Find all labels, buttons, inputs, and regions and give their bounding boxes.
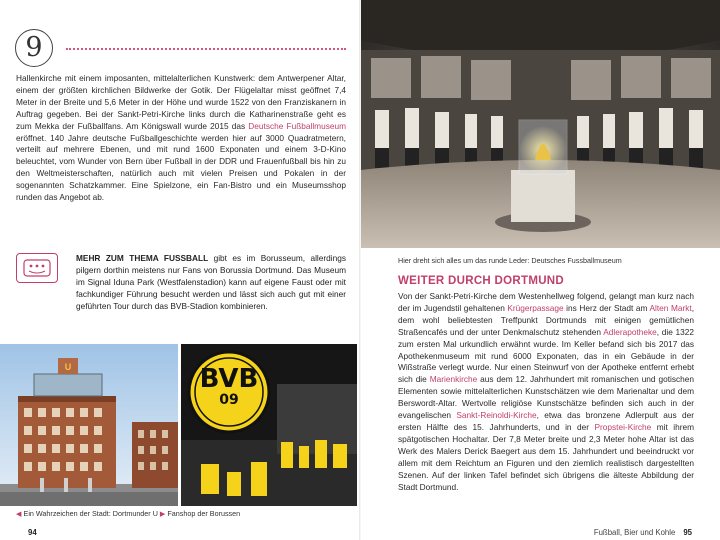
caption-right-arrow-icon: ▶ (159, 509, 166, 518)
fanshop-photo (181, 344, 357, 506)
section-body (398, 291, 694, 493)
page-number-right: 95 (683, 528, 692, 537)
highlight-term: Sankt-Reinoldi-Kirche (456, 410, 537, 421)
highlight-term: Deutsche Fußballmuseum (248, 120, 346, 131)
highlight-term: Adlerapotheke (603, 326, 657, 337)
bvb-logo-year: 09 (219, 392, 239, 408)
highlight-term: Marienkirche (429, 374, 478, 385)
section-heading: WEITER DURCH DORTMUND (398, 275, 565, 287)
highlight-term: Krügerpassage (507, 302, 564, 313)
football-museum-photo (361, 0, 720, 248)
museum-caption: Hier dreht sich alles um das runde Leder: Deutsches Fussballmuseum (398, 256, 622, 265)
text-run: , die 1322 zum ersten Mal urkundlich erwähnt wurde. Im Keller befand sich bis 2017 das Apothekenmuseum mit rund 6000 Exponaten, das in ein Gebäude in der Wißstraße verlegt wurde. Nur einen Steinwurf von der Apotheke entfernt erhebt sich die (398, 326, 694, 385)
text-run: mit ihrem spätgotischen Hochaltar. Der 7,8 Meter breite und 2,3 Meter hohe Altar ist das Werk des Malers Derick Baegert aus dem 15. Jahrhundert und beeindruckt vor allem mit dem Reichtum an Figuren und den ziemlich realistisch dargestellten Szenen. Auf der linken Tafel befindet sich übrigens die älteste Abbildung der Stadt Dortmund. (398, 421, 694, 492)
footer-title: Fußball, Bier und Kohle (593, 528, 676, 537)
text-run: , etwa das bronzene Adlerpult aus der ersten Hälfte des 15. Jahrhunderts, und in der (398, 410, 694, 432)
tip-heading: MEHR ZUM THEMA FUSSBALL (76, 253, 209, 263)
intro-paragraph (16, 73, 346, 204)
page-number-left: 94 (28, 528, 37, 537)
highlight-term: Propstei-Kirche (594, 421, 652, 432)
text-run: , dem wohl beliebtesten Treffpunkt Dortmunds mit einigen gemütlichen Straßencafés und der unter Denkmalschutz stehenden (398, 302, 694, 337)
caption-fanshop: Fanshop der Borussen (165, 509, 241, 518)
tip-paragraph (76, 253, 346, 313)
tip-icon (16, 253, 58, 283)
text-run: Hallenkirche mit einem imposanten, mittelalterlichen Kunstwerk: dem Antwerpener Altar, einem der größten kirchlichen Bildwerke der Gotik. Der Flügelaltar misst geöffnet 7,4 Meter in der Breite und 5,6 Meter in der Höhe und wurde 1522 von den Franziskanern in Auftrag gegeben. Bei der Sankt-Petri-Kirche links durch die Katharinenstraße geht es zum Mekka der Fußballfans. Am Königswall wurde 2015 das (16, 73, 346, 131)
running-footer (594, 528, 692, 537)
dotted-divider (66, 48, 346, 50)
caption-left-arrow-icon: ◀ (16, 509, 22, 518)
text-run: eröffnet. 140 Jahre deutsche Fußballgeschichte werden hier auf 3000 Quadratmetern, verteilt auf mehrere Ebenen, und mit rund 1600 Exponaten und einem 3-D-Kino beleuchtet, vom Wunder von Bern über Fußball in der DDR und Frauenfußball bis hin zu den Weltmeisterschaften, natürlich auch mit vielen Preisen und Pokalen in der sogenannten Schatzkammer. Eine Spielzone, ein Fan-Bistro und ein Museumsshop runden das Angebot ab. (16, 132, 346, 203)
chapter-number-badge: 9 (15, 29, 53, 67)
dortmunder-u-photo (0, 344, 178, 506)
svg-text:U: U (64, 362, 72, 372)
caption-brewery: Ein Wahrzeichen der Stadt: Dortmunder U (21, 509, 160, 518)
text-run: Von der Sankt-Petri-Kirche dem Westenhellweg folgend, gelangt man kurz nach der im Jugendstil gehaltenen (398, 291, 694, 313)
bvb-logo-text: BVB (199, 364, 259, 394)
text-run: aus dem 12. Jahrhundert mit romanischen und gotischen Elementen sowie mittelalterlichen Kunstschätzen wie dem Marienaltar und dem Berswordt-Altar. Wertvolle religiöse Kunstschätze befinden sich auch in der evangelischen (398, 374, 694, 421)
text-run: ins Herz der Stadt am (563, 302, 650, 313)
photo-captions (16, 509, 240, 518)
tip-text: gibt es im Borusseum, allerdings pilgern dorthin meistens nur Fans von Borussia Dortmund. Das Museum im Signal Iduna Park (Westfalenstadion) kann auf eigene Faust oder mit fachkundiger Führung besucht werden und lässt sich auch gut mit einer geführten Tour durch das BVB-Stadion kombinieren. (76, 253, 346, 311)
highlight-term: Alten Markt (649, 302, 692, 313)
